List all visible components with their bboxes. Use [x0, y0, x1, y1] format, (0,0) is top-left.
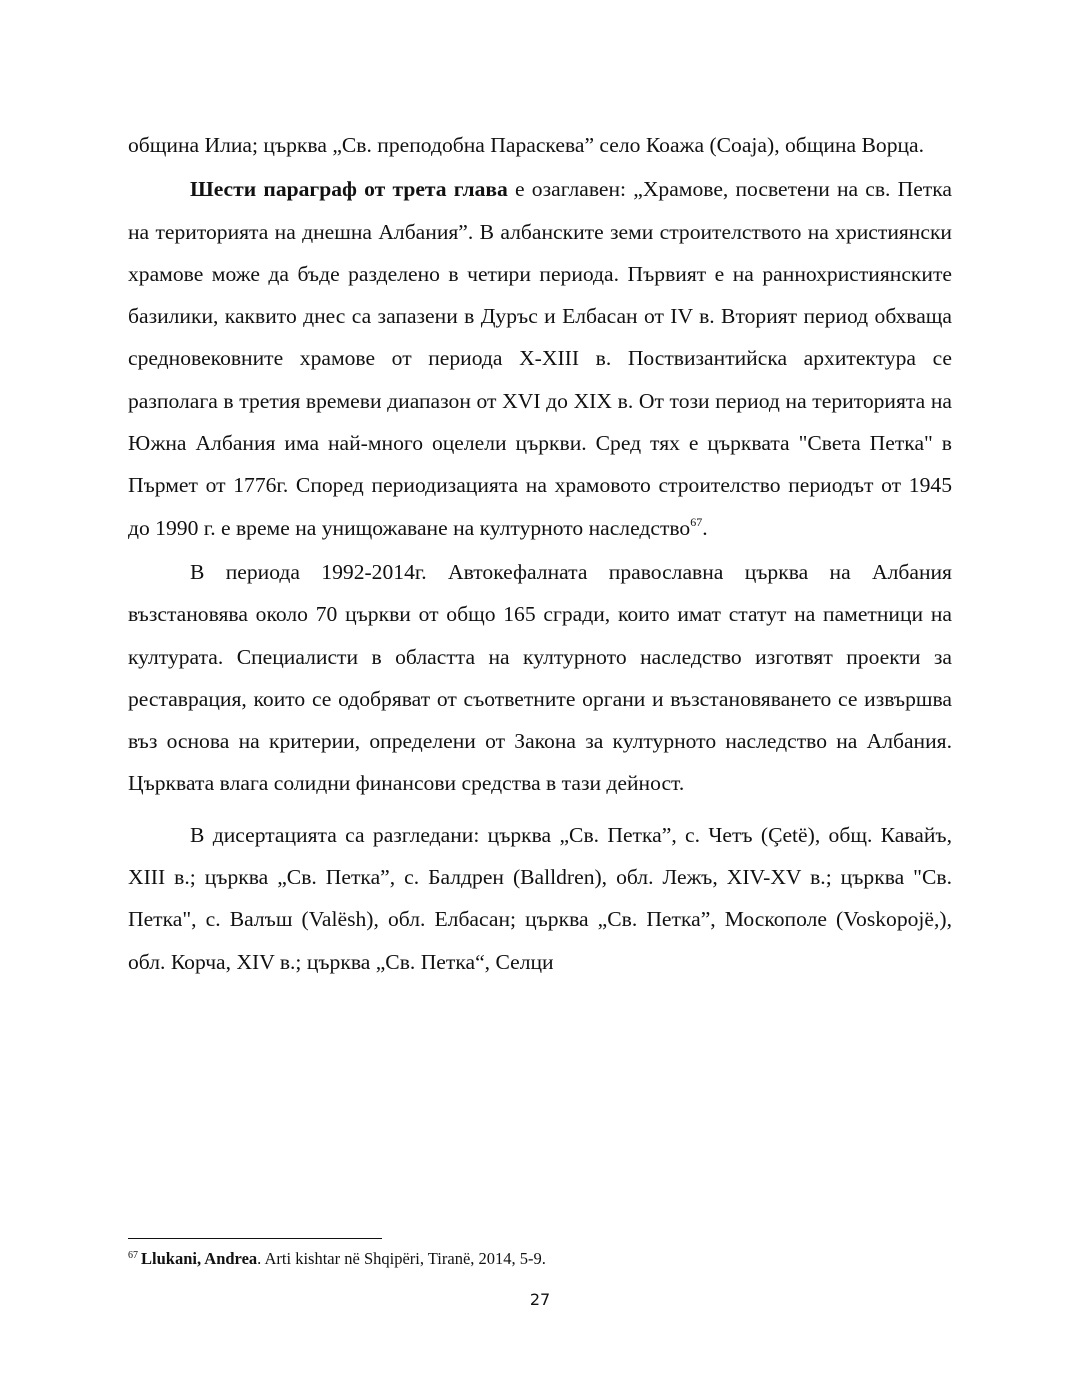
footnote-citation: . Arti kishtar në Shqipëri, Tiranë, 2014, 5-9.: [257, 1249, 546, 1268]
paragraph-continuation: [128, 124, 952, 166]
paragraph-lead-bold: Шести параграф от трета глава: [190, 177, 508, 202]
footnote-number: 67: [128, 1250, 138, 1261]
footnote-separator: [128, 1238, 382, 1239]
paragraph-restoration: [128, 551, 952, 805]
paragraph-text: В периода 1992-2014г. Автокефалната православна църква на Албания възстановява около 70 църкви от общо 165 сгради, които имат статут на паметници на културата. Специалисти в областта на културното наследство изготвят проекти за реставрация, които се одобряват от съответните органи и възстановяването се извършва въз основа на критерии, определени от Закона за културното наследство на Албания. Църквата влага солидни финансови средства в тази дейност.: [128, 559, 952, 796]
paragraph-text: В дисертацията са разгледани: църква „Св. Петка”, с. Четъ (Çetë), общ. Кавайъ, XIII в.; църква „Св. Петка”, с. Балдрен (Balldren), обл. Лежъ, XIV-XV в.; църква "Св. Петка", с. Валъш (Valësh), обл. Елбасан; църква „Св. Петка”, Москополе (Voskopojë,), обл. Корча, XIV в.; църква „Св. Петка“, Селци: [128, 822, 952, 974]
paragraph-text: е озаглавен: „Храмове, посветени на св. Петка на територията на днешна Албания”. В албанските земи строителството на християнски храмове може да бъде разделено в четири периода. Първият е на раннохристиянските базилики, каквито днес са запазени в Дуръс и Елбасан от IV в. Вторият период обхваща средновековните храмове от периода X-XIII в. Поствизантийска архитектура се разполага в третия времеви диапазон от XVI до XIX в. От този период на територията на Южна Албания има най-много оцелели църкви. Сред тях е църквата "Света Петка" в Пърмет от 1776г. Според периодизацията на храмовото строителство периодът от 1945 до 1990 г. е време на унищожаване на културното наследство: [128, 177, 952, 540]
page-number: 27: [529, 1290, 551, 1309]
paragraph-text: община Илиа; църква „Св. преподобна Параскева” село Коажа (Coaja), община Ворца.: [128, 133, 925, 157]
footnote-author: Llukani, Andrea: [141, 1249, 258, 1268]
body-text: [128, 124, 952, 983]
paragraph-sixth-section: [128, 168, 952, 549]
paragraph-end: .: [702, 515, 708, 540]
footnote: [128, 1247, 952, 1271]
footnote-reference[interactable]: 67: [690, 514, 703, 529]
paragraph-dissertation: [128, 814, 952, 983]
